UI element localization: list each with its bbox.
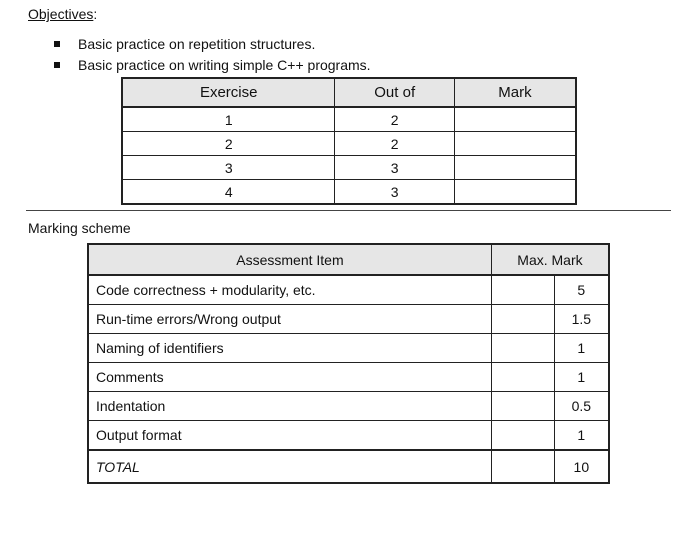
awarded-mark-cell[interactable] xyxy=(491,305,554,334)
header-exercise: Exercise xyxy=(122,78,335,107)
marking-scheme-heading: Marking scheme xyxy=(28,220,131,236)
section-divider xyxy=(26,210,671,211)
exercise-cell: 1 xyxy=(122,107,335,132)
total-max-mark: 10 xyxy=(554,450,609,483)
exercise-table-header xyxy=(122,78,576,107)
assessment-item-cell: Output format xyxy=(88,421,491,451)
table-row xyxy=(88,363,609,392)
max-mark-cell: 0.5 xyxy=(554,392,609,421)
mark-cell[interactable] xyxy=(454,132,576,156)
square-bullet-icon xyxy=(54,41,60,47)
objectives-list xyxy=(52,34,371,76)
objective-item xyxy=(52,55,371,76)
marking-table-header xyxy=(88,244,609,275)
total-label: TOTAL xyxy=(88,450,491,483)
mark-cell[interactable] xyxy=(454,156,576,180)
awarded-mark-cell[interactable] xyxy=(491,392,554,421)
max-mark-cell: 1 xyxy=(554,363,609,392)
assessment-item-cell: Naming of identifiers xyxy=(88,334,491,363)
awarded-mark-cell[interactable] xyxy=(491,334,554,363)
header-mark: Mark xyxy=(454,78,576,107)
objectives-heading-colon: : xyxy=(93,6,98,22)
out-of-cell: 2 xyxy=(335,132,455,156)
mark-cell[interactable] xyxy=(454,180,576,205)
objective-item xyxy=(52,34,371,55)
mark-cell[interactable] xyxy=(454,107,576,132)
out-of-cell: 3 xyxy=(335,180,455,205)
assessment-item-cell: Indentation xyxy=(88,392,491,421)
total-row xyxy=(88,450,609,483)
out-of-cell: 3 xyxy=(335,156,455,180)
objective-text: Basic practice on repetition structures. xyxy=(78,36,316,52)
table-row xyxy=(122,107,576,132)
table-row xyxy=(122,156,576,180)
max-mark-cell: 1 xyxy=(554,421,609,451)
table-row xyxy=(122,132,576,156)
assessment-item-cell: Comments xyxy=(88,363,491,392)
assessment-item-cell: Run-time errors/Wrong output xyxy=(88,305,491,334)
table-row xyxy=(88,275,609,305)
exercise-table xyxy=(121,77,577,205)
objective-text: Basic practice on writing simple C++ programs. xyxy=(78,57,371,73)
max-mark-cell: 5 xyxy=(554,275,609,305)
header-assessment-item: Assessment Item xyxy=(88,244,491,275)
exercise-cell: 2 xyxy=(122,132,335,156)
marking-scheme-table xyxy=(87,243,610,484)
max-mark-cell: 1 xyxy=(554,334,609,363)
header-out-of: Out of xyxy=(335,78,455,107)
table-row xyxy=(122,180,576,205)
objectives-heading-text: Objectives xyxy=(28,6,94,22)
header-max-mark: Max. Mark xyxy=(491,244,609,275)
table-row xyxy=(88,305,609,334)
exercise-cell: 4 xyxy=(122,180,335,205)
table-row xyxy=(88,392,609,421)
awarded-mark-cell[interactable] xyxy=(491,275,554,305)
awarded-mark-cell[interactable] xyxy=(491,421,554,451)
out-of-cell: 2 xyxy=(335,107,455,132)
total-awarded-cell[interactable] xyxy=(491,450,554,483)
table-row xyxy=(88,421,609,451)
exercise-cell: 3 xyxy=(122,156,335,180)
table-row xyxy=(88,334,609,363)
awarded-mark-cell[interactable] xyxy=(491,363,554,392)
max-mark-cell: 1.5 xyxy=(554,305,609,334)
objectives-heading xyxy=(28,6,97,22)
assessment-item-cell: Code correctness + modularity, etc. xyxy=(88,275,491,305)
square-bullet-icon xyxy=(54,62,60,68)
